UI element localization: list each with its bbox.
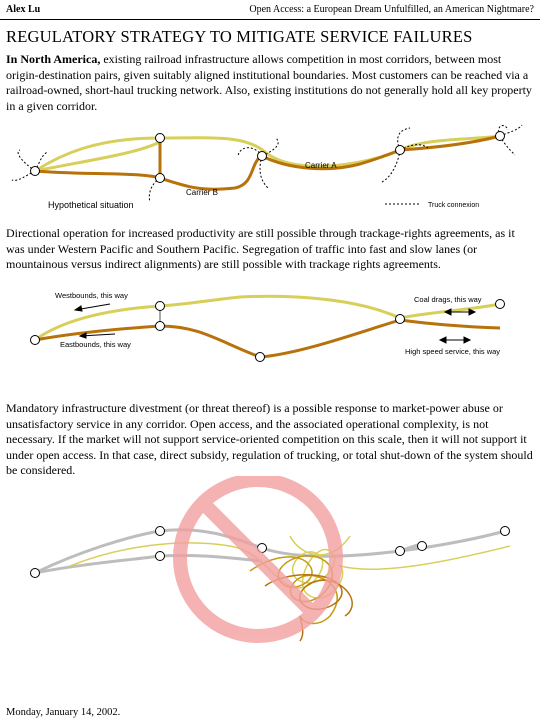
carrier-a-branch (35, 142, 160, 171)
carrier-b-track (35, 156, 262, 189)
truck-connexions (12, 125, 522, 202)
hypothetical-situation-diagram (0, 120, 540, 218)
paragraph-lead: In North America, (6, 52, 101, 66)
direction-arrows (75, 304, 475, 343)
truck-connexion-label: Truck connexion (428, 202, 480, 209)
header-rule (0, 19, 540, 20)
coal-drags-label: Coal drags, this way (414, 295, 482, 304)
situation-label: Hypothetical situation (48, 200, 134, 210)
paragraph-body: existing railroad infrastructure allows competition in most corridors, between most origin-destination pairs, given suitably aligned institutional boundaries. Most customers can be reached via a railroad-owned, short-haul trucking network. Also, existing institutions do not generally hold all key property in a given corridor. (6, 52, 532, 113)
paragraph-directional-operation: Directional operation for increased productivity are still possible through trackage-rights agreements, as it was under Western Pacific and Southern Pacific. Segregation of traffic into fast and slow lanes (or mountainous versus indirect alignments) are still possible with trackage rights agreements. (6, 226, 515, 272)
author-name: Alex Lu (6, 4, 41, 15)
directional-operation-diagram (0, 282, 540, 364)
open-access-prohibited-diagram (0, 476, 540, 666)
section-heading: REGULATORY STRATEGY TO MITIGATE SERVICE FAILURES (6, 27, 473, 46)
high-speed-label: High speed service, this way (405, 347, 501, 356)
paragraph-divestment: Mandatory infrastructure divestment (or threat thereof) is a possible response to market-power abuse or unsatisfactory service in any corridor. Open access, and the associated operational complexity, is not necessary. If the market will not support service-oriented competition on this scale, then it will not support it under open access. In that case, direct subsidy, regulation of trucking, or total shut-down of the system should be considered. (6, 401, 533, 478)
carrier-b-label: Carrier B (186, 188, 219, 197)
page-header (6, 4, 534, 18)
page-footer-date: Monday, January 14, 2002. (6, 707, 121, 718)
paragraph-north-america (6, 52, 534, 114)
carrier-a-label: Carrier A (305, 161, 337, 170)
eastbounds-label: Eastbounds, this way (60, 340, 131, 349)
westbounds-label: Westbounds, this way (55, 291, 128, 300)
document-title: Open Access: a European Dream Unfulfilled, an American Nightmare? (249, 4, 534, 15)
